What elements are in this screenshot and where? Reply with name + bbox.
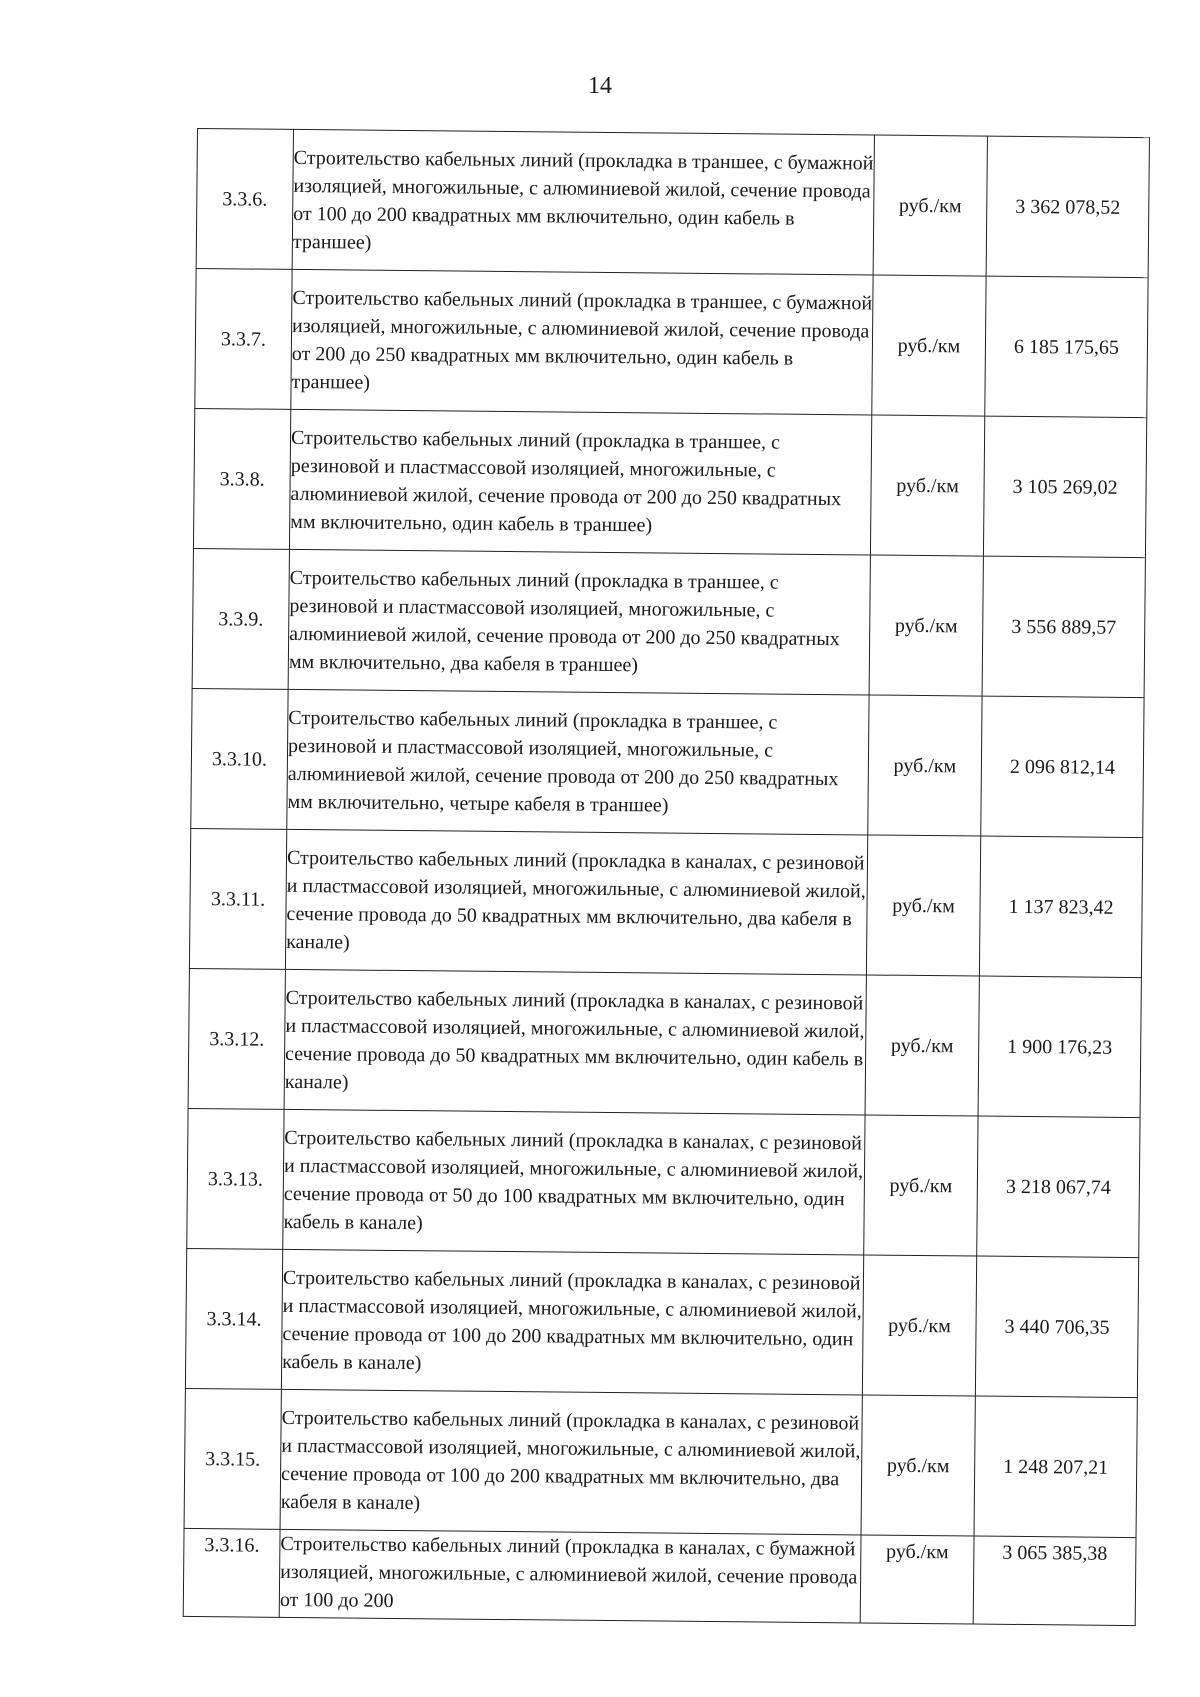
item-unit: руб./км bbox=[865, 975, 979, 1116]
item-description: Строительство кабельных линий (прокладка в траншее, с резиновой и пластмассовой изоляцией, многожильные, с алюминиевой жилой, сечение провода от 200 до 250 квадратных мм включительно, четыре кабеля в траншее) bbox=[287, 689, 869, 835]
item-value: 1 900 176,23 bbox=[978, 976, 1141, 1118]
item-value: 2 096 812,14 bbox=[981, 696, 1144, 838]
table-row bbox=[184, 1388, 1137, 1537]
item-number: 3.3.6. bbox=[196, 129, 293, 270]
item-value: 6 185 175,65 bbox=[985, 276, 1148, 418]
item-number: 3.3.10. bbox=[191, 688, 288, 829]
table-row bbox=[192, 548, 1145, 697]
item-unit: руб./км bbox=[869, 555, 983, 696]
item-number: 3.3.11. bbox=[189, 828, 286, 969]
item-description: Строительство кабельных линий (прокладка в каналах, с резиновой и пластмассовой изоляцией, многожильные, с алюминиевой жилой, сечение провода от 100 до 200 квадратных мм включительно, один кабель в канале) bbox=[281, 1249, 863, 1395]
item-value: 3 362 078,52 bbox=[986, 136, 1149, 278]
item-value: 3 440 706,35 bbox=[975, 1256, 1138, 1398]
item-unit: руб./км bbox=[872, 275, 986, 416]
item-value: 3 065 385,38 bbox=[973, 1536, 1136, 1626]
item-description: Строительство кабельных линий (прокладка в траншее, с резиновой и пластмассовой изоляцией, многожильные, с алюминиевой жилой, сечение провода от 200 до 250 квадратных мм включительно, два кабеля в траншее) bbox=[288, 549, 870, 695]
item-unit: руб./км bbox=[866, 835, 980, 976]
item-unit: руб./км bbox=[864, 1115, 978, 1256]
page-number: 14 bbox=[588, 73, 612, 99]
item-number: 3.3.8. bbox=[193, 408, 290, 549]
item-number: 3.3.9. bbox=[192, 548, 289, 689]
item-unit: руб./км bbox=[861, 1395, 975, 1536]
table-row bbox=[183, 1528, 1136, 1625]
table-row bbox=[185, 1248, 1138, 1397]
table-row bbox=[188, 968, 1141, 1117]
rates-table bbox=[183, 128, 1150, 1626]
item-unit: руб./км bbox=[873, 135, 987, 276]
item-unit: руб./км bbox=[860, 1535, 974, 1624]
table-row bbox=[196, 129, 1149, 278]
table-row bbox=[189, 828, 1142, 977]
item-value: 3 105 269,02 bbox=[983, 416, 1146, 558]
table-row bbox=[187, 1108, 1140, 1257]
item-number: 3.3.13. bbox=[187, 1108, 284, 1249]
item-description: Строительство кабельных линий (прокладка в каналах, с резиновой и пластмассовой изоляцией, многожильные, с алюминиевой жилой, сечение провода до 50 квадратных мм включительно, два кабеля в канале) bbox=[285, 829, 867, 975]
item-description: Строительство кабельных линий (прокладка в каналах, с резиновой и пластмассовой изоляцией, многожильные, с алюминиевой жилой, сечение провода до 50 квадратных мм включительно, один кабель в канале) bbox=[284, 969, 866, 1115]
item-unit: руб./км bbox=[870, 415, 984, 556]
item-value: 3 556 889,57 bbox=[982, 556, 1145, 698]
item-description: Строительство кабельных линий (прокладка в каналах, с резиновой и пластмассовой изоляцией, многожильные, с алюминиевой жилой, сечение провода от 100 до 200 квадратных мм включительно, два кабеля в канале) bbox=[280, 1389, 862, 1535]
item-number: 3.3.14. bbox=[185, 1248, 282, 1389]
table-row bbox=[193, 408, 1146, 557]
item-description: Строительство кабельных линий (прокладка в траншее, с бумажной изоляцией, многожильные, с алюминиевой жилой, сечение провода от 100 до 200 квадратных мм включительно, один кабель в траншее) bbox=[292, 129, 874, 275]
item-number: 3.3.7. bbox=[195, 268, 292, 409]
item-value: 1 137 823,42 bbox=[979, 836, 1142, 978]
table-row bbox=[191, 688, 1144, 837]
item-value: 1 248 207,21 bbox=[974, 1396, 1137, 1538]
item-unit: руб./км bbox=[868, 695, 982, 836]
item-value: 3 218 067,74 bbox=[977, 1116, 1140, 1258]
item-unit: руб./км bbox=[862, 1255, 976, 1396]
item-number: 3.3.16. bbox=[183, 1528, 280, 1617]
table-row bbox=[195, 268, 1148, 417]
item-description: Строительство кабельных линий (прокладка в каналах, с резиновой и пластмассовой изоляцией, многожильные, с алюминиевой жилой, сечение провода от 50 до 100 квадратных мм включительно, один кабель в канале) bbox=[283, 1109, 865, 1255]
item-description: Строительство кабельных линий (прокладка в траншее, с резиновой и пластмассовой изоляцией, многожильные, с алюминиевой жилой, сечение провода от 200 до 250 квадратных мм включительно, один кабель в траншее) bbox=[289, 409, 871, 555]
item-description: Строительство кабельных линий (прокладка в каналах, с бумажной изоляцией, многожильные, с алюминиевой жилой, сечение провода от 100 до 200 bbox=[279, 1529, 861, 1623]
item-number: 3.3.12. bbox=[188, 968, 285, 1109]
item-description: Строительство кабельных линий (прокладка в траншее, с бумажной изоляцией, многожильные, с алюминиевой жилой, сечение провода от 200 до 250 квадратных мм включительно, один кабель в траншее) bbox=[291, 269, 873, 415]
item-number: 3.3.15. bbox=[184, 1388, 281, 1529]
